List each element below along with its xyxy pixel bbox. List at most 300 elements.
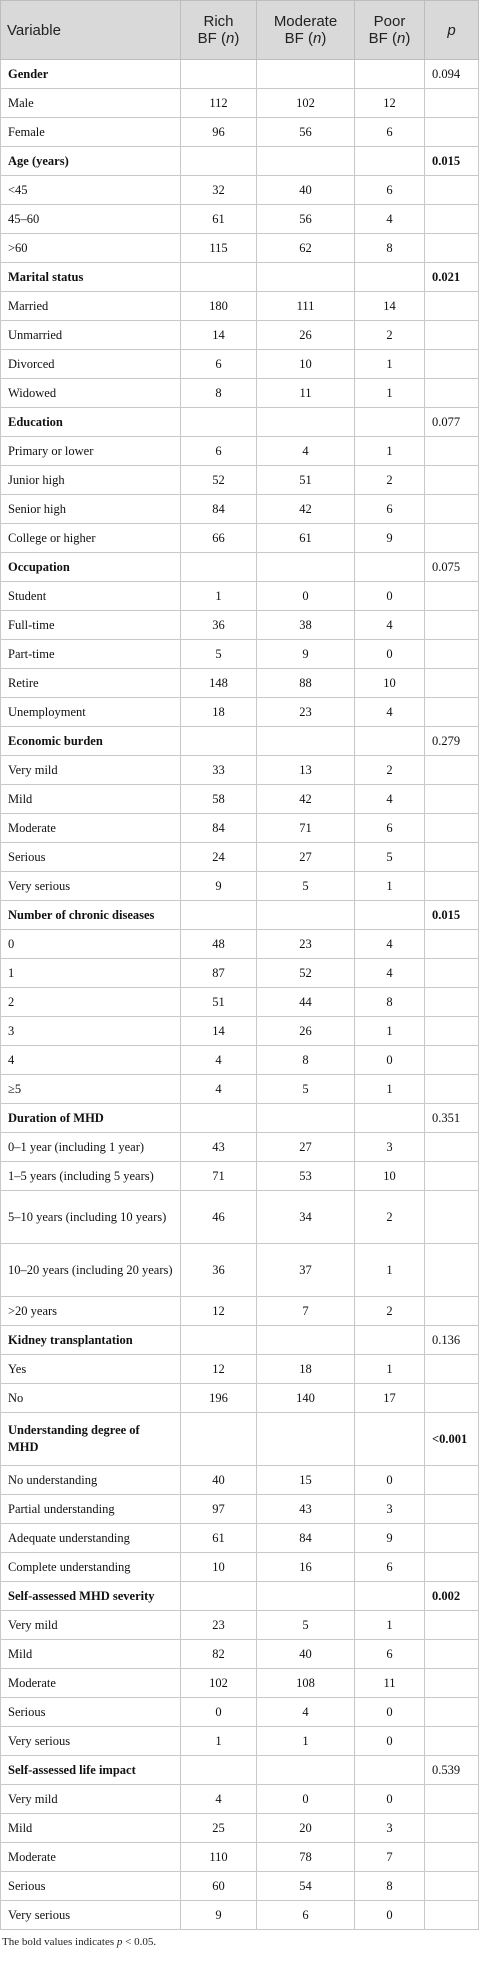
variable-cell: Moderate (1, 1843, 181, 1872)
variable-cell: Part-time (1, 640, 181, 669)
table-row (1, 1872, 479, 1901)
variable-cell: Serious (1, 1872, 181, 1901)
header-moderate-line2b: ) (321, 30, 327, 47)
moderate-cell: 111 (257, 292, 355, 321)
group-row (1, 553, 479, 582)
moderate-cell: 26 (257, 1017, 355, 1046)
p-value-cell (425, 1669, 479, 1698)
moderate-cell: 108 (257, 1669, 355, 1698)
moderate-cell (257, 727, 355, 756)
table-row (1, 524, 479, 553)
variable-cell: Female (1, 118, 181, 147)
variable-cell: 3 (1, 1017, 181, 1046)
p-value-cell (425, 495, 479, 524)
header-poor-line2a: BF ( (368, 30, 397, 47)
poor-cell (355, 1582, 425, 1611)
variable-cell: Senior high (1, 495, 181, 524)
rich-cell: 23 (181, 1611, 257, 1640)
table-row (1, 234, 479, 263)
poor-cell: 1 (355, 1075, 425, 1104)
p-value-cell (425, 872, 479, 901)
moderate-cell (257, 1326, 355, 1355)
moderate-cell: 15 (257, 1466, 355, 1495)
variable-cell: Adequate understanding (1, 1524, 181, 1553)
p-value-cell (425, 698, 479, 727)
poor-cell: 6 (355, 814, 425, 843)
poor-cell (355, 727, 425, 756)
p-value-cell: 0.077 (425, 408, 479, 437)
variable-cell: Self-assessed life impact (1, 1756, 181, 1785)
p-value-cell: 0.075 (425, 553, 479, 582)
moderate-cell: 9 (257, 640, 355, 669)
variable-cell: 45–60 (1, 205, 181, 234)
p-value-cell (425, 1785, 479, 1814)
moderate-cell: 13 (257, 756, 355, 785)
poor-cell: 2 (355, 1191, 425, 1244)
variable-cell: Serious (1, 843, 181, 872)
header-row (1, 1, 479, 60)
variable-cell: Divorced (1, 350, 181, 379)
rich-cell: 1 (181, 1727, 257, 1756)
p-value-cell: 0.094 (425, 60, 479, 89)
p-value-cell (425, 1355, 479, 1384)
variable-cell: No (1, 1384, 181, 1413)
rich-cell: 12 (181, 1297, 257, 1326)
p-value-cell (425, 1495, 479, 1524)
rich-cell (181, 1326, 257, 1355)
table-row (1, 1191, 479, 1244)
p-value-cell (425, 321, 479, 350)
rich-cell (181, 60, 257, 89)
p-value-cell (425, 1727, 479, 1756)
table-row (1, 669, 479, 698)
poor-cell: 0 (355, 1466, 425, 1495)
moderate-cell: 16 (257, 1553, 355, 1582)
rich-cell: 60 (181, 1872, 257, 1901)
moderate-cell: 43 (257, 1495, 355, 1524)
table-row (1, 1727, 479, 1756)
variable-cell: >60 (1, 234, 181, 263)
group-row (1, 147, 479, 176)
rich-cell (181, 1756, 257, 1785)
rich-cell: 9 (181, 872, 257, 901)
table-row (1, 611, 479, 640)
p-value-cell: 0.279 (425, 727, 479, 756)
p-value-cell (425, 176, 479, 205)
rich-cell: 102 (181, 1669, 257, 1698)
rich-cell: 66 (181, 524, 257, 553)
p-value-cell (425, 1524, 479, 1553)
poor-cell: 9 (355, 524, 425, 553)
rich-cell: 43 (181, 1133, 257, 1162)
table-row (1, 814, 479, 843)
moderate-cell (257, 60, 355, 89)
moderate-cell: 56 (257, 118, 355, 147)
table-row (1, 1355, 479, 1384)
p-value-cell (425, 843, 479, 872)
poor-cell (355, 1104, 425, 1133)
rich-cell (181, 147, 257, 176)
table-row (1, 205, 479, 234)
p-value-cell (425, 1466, 479, 1495)
variable-cell: Marital status (1, 263, 181, 292)
header-moderate-line2a: BF ( (284, 30, 313, 47)
rich-cell: 6 (181, 350, 257, 379)
table-row (1, 292, 479, 321)
p-value-cell (425, 118, 479, 147)
moderate-cell: 0 (257, 582, 355, 611)
rich-cell: 196 (181, 1384, 257, 1413)
variable-cell: Retire (1, 669, 181, 698)
moderate-cell: 40 (257, 176, 355, 205)
p-value-cell (425, 1640, 479, 1669)
rich-cell: 9 (181, 1901, 257, 1930)
moderate-cell: 88 (257, 669, 355, 698)
table-row (1, 1640, 479, 1669)
poor-cell: 6 (355, 118, 425, 147)
poor-cell: 12 (355, 89, 425, 118)
variable-cell: Male (1, 89, 181, 118)
table-row (1, 1244, 479, 1297)
p-value-cell: 0.136 (425, 1326, 479, 1355)
p-value-cell (425, 1843, 479, 1872)
p-value-cell (425, 1133, 479, 1162)
variable-cell: No understanding (1, 1466, 181, 1495)
moderate-cell: 71 (257, 814, 355, 843)
p-value-cell: <0.001 (425, 1413, 479, 1466)
moderate-cell: 56 (257, 205, 355, 234)
p-value-cell (425, 234, 479, 263)
p-value-cell (425, 1297, 479, 1326)
rich-cell: 84 (181, 495, 257, 524)
table-row (1, 582, 479, 611)
table-row (1, 1843, 479, 1872)
rich-cell: 52 (181, 466, 257, 495)
poor-cell: 10 (355, 1162, 425, 1191)
p-value-cell (425, 379, 479, 408)
header-moderate-n: n (313, 30, 322, 47)
poor-cell: 6 (355, 1640, 425, 1669)
group-row (1, 263, 479, 292)
rich-cell: 48 (181, 930, 257, 959)
variable-cell: Unmarried (1, 321, 181, 350)
variable-cell: Very serious (1, 872, 181, 901)
poor-cell: 0 (355, 1785, 425, 1814)
moderate-cell: 27 (257, 1133, 355, 1162)
moderate-cell: 61 (257, 524, 355, 553)
table-row (1, 1297, 479, 1326)
rich-cell: 36 (181, 611, 257, 640)
p-value-cell (425, 89, 479, 118)
poor-cell: 4 (355, 930, 425, 959)
rich-cell: 5 (181, 640, 257, 669)
poor-cell: 0 (355, 582, 425, 611)
poor-cell: 4 (355, 785, 425, 814)
header-rich-n: n (226, 30, 235, 47)
p-value-cell (425, 756, 479, 785)
moderate-cell: 7 (257, 1297, 355, 1326)
poor-cell: 17 (355, 1384, 425, 1413)
p-value-cell: 0.351 (425, 1104, 479, 1133)
header-poor-n: n (397, 30, 406, 47)
poor-cell: 1 (355, 350, 425, 379)
table-row (1, 350, 479, 379)
moderate-cell: 62 (257, 234, 355, 263)
rich-cell: 1 (181, 582, 257, 611)
p-value-cell (425, 1046, 479, 1075)
p-value-cell (425, 437, 479, 466)
moderate-cell (257, 1582, 355, 1611)
p-value-cell (425, 350, 479, 379)
header-rich-bf (181, 1, 257, 60)
rich-cell (181, 901, 257, 930)
table-row (1, 959, 479, 988)
moderate-cell: 52 (257, 959, 355, 988)
variable-cell: 2 (1, 988, 181, 1017)
poor-cell (355, 60, 425, 89)
rich-cell: 0 (181, 1698, 257, 1727)
poor-cell (355, 263, 425, 292)
poor-cell: 2 (355, 756, 425, 785)
variable-cell: Mild (1, 785, 181, 814)
table-row (1, 118, 479, 147)
moderate-cell: 1 (257, 1727, 355, 1756)
p-value-cell: 0.021 (425, 263, 479, 292)
poor-cell: 11 (355, 1669, 425, 1698)
table-row (1, 1017, 479, 1046)
table-row (1, 698, 479, 727)
table-row (1, 988, 479, 1017)
rich-cell: 6 (181, 437, 257, 466)
moderate-cell: 18 (257, 1355, 355, 1384)
poor-cell: 3 (355, 1133, 425, 1162)
moderate-cell: 26 (257, 321, 355, 350)
table-row (1, 1814, 479, 1843)
rich-cell: 33 (181, 756, 257, 785)
p-value-cell (425, 1698, 479, 1727)
variable-cell: Primary or lower (1, 437, 181, 466)
poor-cell: 0 (355, 1901, 425, 1930)
poor-cell: 10 (355, 669, 425, 698)
p-value-cell (425, 1611, 479, 1640)
moderate-cell: 44 (257, 988, 355, 1017)
variable-cell: 0–1 year (including 1 year) (1, 1133, 181, 1162)
rich-cell: 10 (181, 1553, 257, 1582)
poor-cell (355, 1413, 425, 1466)
rich-cell: 32 (181, 176, 257, 205)
poor-cell: 0 (355, 1727, 425, 1756)
rich-cell: 40 (181, 1466, 257, 1495)
moderate-cell (257, 553, 355, 582)
poor-cell (355, 408, 425, 437)
moderate-cell: 54 (257, 1872, 355, 1901)
variable-cell: 4 (1, 1046, 181, 1075)
moderate-cell: 8 (257, 1046, 355, 1075)
poor-cell: 4 (355, 698, 425, 727)
p-value-cell (425, 1191, 479, 1244)
variable-cell: >20 years (1, 1297, 181, 1326)
table-row (1, 176, 479, 205)
header-poor-line1: Poor (373, 13, 406, 30)
rich-cell: 4 (181, 1785, 257, 1814)
p-value-cell (425, 1017, 479, 1046)
poor-cell: 8 (355, 1872, 425, 1901)
table-body (1, 60, 479, 1930)
moderate-cell (257, 263, 355, 292)
table-row (1, 466, 479, 495)
header-rich-line2a: BF ( (197, 30, 226, 47)
variable-cell: Kidney transplantation (1, 1326, 181, 1355)
poor-cell: 2 (355, 466, 425, 495)
rich-cell (181, 1104, 257, 1133)
variable-cell: Partial understanding (1, 1495, 181, 1524)
header-rich-line1: Rich (203, 13, 234, 30)
p-value-cell (425, 959, 479, 988)
p-value-cell (425, 611, 479, 640)
variable-cell: Economic burden (1, 727, 181, 756)
table-row (1, 321, 479, 350)
poor-cell: 4 (355, 959, 425, 988)
poor-cell: 1 (355, 1017, 425, 1046)
moderate-cell: 38 (257, 611, 355, 640)
poor-cell: 3 (355, 1495, 425, 1524)
poor-cell: 0 (355, 640, 425, 669)
rich-cell (181, 727, 257, 756)
header-rich-line2b: ) (234, 30, 240, 47)
p-value-cell: 0.002 (425, 1582, 479, 1611)
table-row (1, 379, 479, 408)
group-row (1, 727, 479, 756)
table-row (1, 495, 479, 524)
rich-cell: 112 (181, 89, 257, 118)
group-row (1, 1756, 479, 1785)
p-value-cell: 0.539 (425, 1756, 479, 1785)
table-row (1, 1611, 479, 1640)
variable-cell: Yes (1, 1355, 181, 1384)
rich-cell: 58 (181, 785, 257, 814)
group-row (1, 901, 479, 930)
table-row (1, 843, 479, 872)
rich-cell: 12 (181, 1355, 257, 1384)
variable-cell: Very mild (1, 1611, 181, 1640)
poor-cell: 7 (355, 1843, 425, 1872)
rich-cell: 46 (181, 1191, 257, 1244)
moderate-cell: 0 (257, 1785, 355, 1814)
variable-cell: 5–10 years (including 10 years) (1, 1191, 181, 1244)
group-row (1, 408, 479, 437)
table-row (1, 1046, 479, 1075)
moderate-cell: 23 (257, 698, 355, 727)
rich-cell: 14 (181, 1017, 257, 1046)
p-value-cell (425, 292, 479, 321)
poor-cell: 1 (355, 1244, 425, 1297)
p-value-cell (425, 640, 479, 669)
variable-cell: 0 (1, 930, 181, 959)
rich-cell: 36 (181, 1244, 257, 1297)
p-value-cell (425, 1901, 479, 1930)
p-value-cell (425, 814, 479, 843)
variable-cell: College or higher (1, 524, 181, 553)
rich-cell: 84 (181, 814, 257, 843)
moderate-cell: 42 (257, 495, 355, 524)
p-value-cell (425, 785, 479, 814)
rich-cell: 25 (181, 1814, 257, 1843)
moderate-cell (257, 1413, 355, 1466)
moderate-cell: 37 (257, 1244, 355, 1297)
p-value-cell (425, 988, 479, 1017)
poor-cell: 1 (355, 1355, 425, 1384)
poor-cell: 0 (355, 1046, 425, 1075)
rich-cell (181, 408, 257, 437)
moderate-cell: 40 (257, 1640, 355, 1669)
poor-cell (355, 1326, 425, 1355)
poor-cell: 3 (355, 1814, 425, 1843)
moderate-cell: 5 (257, 1075, 355, 1104)
table-row (1, 1553, 479, 1582)
variable-cell: 10–20 years (including 20 years) (1, 1244, 181, 1297)
table-row (1, 640, 479, 669)
header-variable: Variable (1, 1, 181, 60)
poor-cell: 9 (355, 1524, 425, 1553)
p-value-cell (425, 1162, 479, 1191)
poor-cell (355, 147, 425, 176)
p-value-cell (425, 466, 479, 495)
table-row (1, 756, 479, 785)
poor-cell: 4 (355, 205, 425, 234)
variable-cell: Very serious (1, 1727, 181, 1756)
variable-cell: 1 (1, 959, 181, 988)
rich-cell: 97 (181, 1495, 257, 1524)
group-row (1, 1582, 479, 1611)
rich-cell: 96 (181, 118, 257, 147)
poor-cell: 8 (355, 234, 425, 263)
moderate-cell: 42 (257, 785, 355, 814)
moderate-cell: 84 (257, 1524, 355, 1553)
poor-cell: 1 (355, 379, 425, 408)
poor-cell: 6 (355, 1553, 425, 1582)
moderate-cell: 102 (257, 89, 355, 118)
moderate-cell: 6 (257, 1901, 355, 1930)
group-row (1, 1326, 479, 1355)
rich-cell (181, 553, 257, 582)
rich-cell: 180 (181, 292, 257, 321)
footnote-p: p (116, 1936, 123, 1948)
table-row (1, 1785, 479, 1814)
rich-cell: 87 (181, 959, 257, 988)
poor-cell: 1 (355, 437, 425, 466)
variable-cell: Age (years) (1, 147, 181, 176)
poor-cell (355, 1756, 425, 1785)
variable-cell: Married (1, 292, 181, 321)
p-value-cell (425, 1075, 479, 1104)
variable-cell: ≥5 (1, 1075, 181, 1104)
rich-cell: 8 (181, 379, 257, 408)
p-value-cell (425, 524, 479, 553)
variable-cell: Occupation (1, 553, 181, 582)
table-row (1, 437, 479, 466)
moderate-cell (257, 1756, 355, 1785)
variable-cell: Junior high (1, 466, 181, 495)
p-value-cell (425, 1814, 479, 1843)
table-row (1, 1133, 479, 1162)
moderate-cell: 11 (257, 379, 355, 408)
rich-cell (181, 1582, 257, 1611)
variable-cell: Mild (1, 1640, 181, 1669)
p-value-cell (425, 205, 479, 234)
variable-cell: Very mild (1, 756, 181, 785)
poor-cell: 6 (355, 176, 425, 205)
variable-cell: Mild (1, 1814, 181, 1843)
